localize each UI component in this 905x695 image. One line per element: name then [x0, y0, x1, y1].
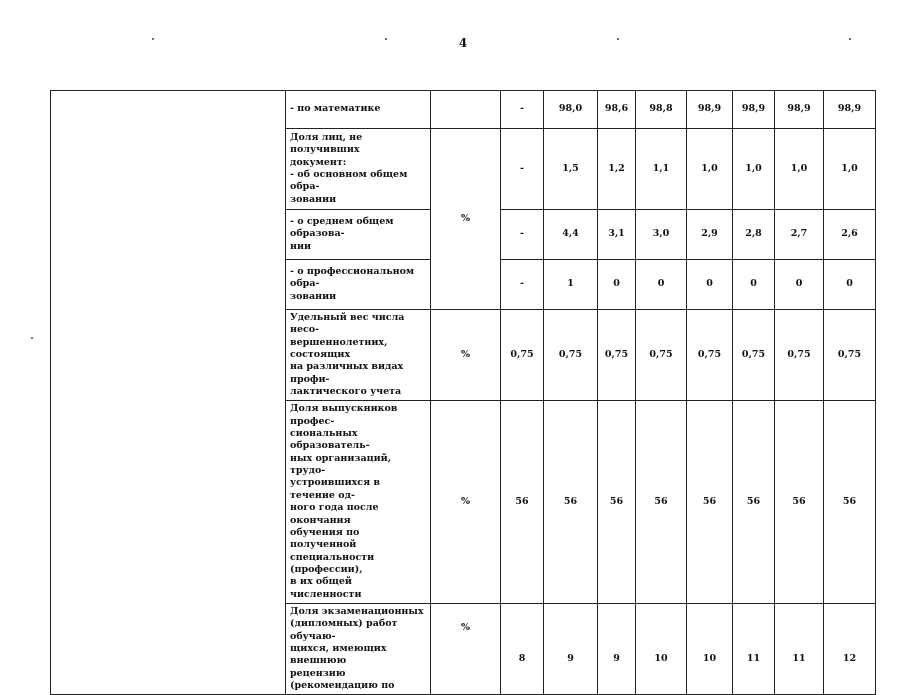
value-cell: 12	[824, 603, 876, 694]
value-cell: 98,0	[544, 91, 598, 129]
value-cell: 56	[687, 401, 733, 604]
value-cell: 56	[733, 401, 775, 604]
scan-dot	[385, 38, 387, 40]
value-cell: 0,75	[544, 310, 598, 401]
value-cell: 0	[824, 260, 876, 310]
value-cell: 0,75	[636, 310, 687, 401]
value-cell: 11	[733, 603, 775, 694]
row-label: - о среднем общем образова- нии	[286, 210, 431, 260]
value-cell: 1,0	[824, 129, 876, 210]
value-cell: 98,8	[636, 91, 687, 129]
value-cell: -	[501, 91, 544, 129]
value-cell: 2,8	[733, 210, 775, 260]
value-cell: 0,75	[824, 310, 876, 401]
value-cell: 0	[687, 260, 733, 310]
value-cell: 1,0	[687, 129, 733, 210]
value-cell: 8	[501, 603, 544, 694]
value-cell: 0,75	[775, 310, 824, 401]
value-cell: 56	[598, 401, 636, 604]
row-label: Доля выпускников профес- сиональных образователь- ных организаций, трудо- устроившихся в течение од- ного года после окончания обучения по полученной специальности (профессии), в их общей численности	[286, 401, 431, 604]
value-cell: -	[501, 210, 544, 260]
value-cell: 11	[775, 603, 824, 694]
unit-cell: %	[431, 310, 501, 401]
unit-cell: %	[431, 401, 501, 604]
value-cell: 2,9	[687, 210, 733, 260]
value-cell: 0,75	[687, 310, 733, 401]
value-cell: 3,1	[598, 210, 636, 260]
value-cell: 0	[636, 260, 687, 310]
scan-dot	[31, 337, 33, 339]
value-cell: 1,5	[544, 129, 598, 210]
value-cell: 56	[775, 401, 824, 604]
scan-dot	[617, 38, 619, 40]
value-cell: -	[501, 129, 544, 210]
row-label: Удельный вес числа несо- вершеннолетних, состоящих на различных видах профи- лактического учета	[286, 310, 431, 401]
value-cell: 98,9	[824, 91, 876, 129]
value-cell: 0,75	[733, 310, 775, 401]
value-cell: 0,75	[598, 310, 636, 401]
value-cell: 0	[598, 260, 636, 310]
value-cell: 56	[501, 401, 544, 604]
page-number: 4	[458, 36, 468, 50]
value-cell: 0	[733, 260, 775, 310]
value-cell: 56	[636, 401, 687, 604]
value-cell: 98,6	[598, 91, 636, 129]
value-cell: 4,4	[544, 210, 598, 260]
row-label: Доля экзаменационных (дипломных) работ обучаю- щихся, имеющих внешнюю рецензию (рекомендацию по	[286, 603, 431, 694]
unit-cell: %	[431, 129, 501, 310]
value-cell: 2,6	[824, 210, 876, 260]
row-label: Доля лиц, не получивших документ: - об основном общем обра- зовании	[286, 129, 431, 210]
value-cell: 56	[824, 401, 876, 604]
row-label: - о профессиональном обра- зовании	[286, 260, 431, 310]
value-cell: 1,0	[733, 129, 775, 210]
value-cell: 1	[544, 260, 598, 310]
value-cell: 98,9	[687, 91, 733, 129]
value-cell: 9	[598, 603, 636, 694]
value-cell: 0	[775, 260, 824, 310]
table-row	[51, 91, 876, 129]
value-cell: 2,7	[775, 210, 824, 260]
value-cell: 10	[636, 603, 687, 694]
unit-cell: %	[431, 603, 501, 694]
unit-cell	[431, 91, 501, 129]
row-label: - по математике	[286, 91, 431, 129]
value-cell: 98,9	[775, 91, 824, 129]
scan-dot	[849, 38, 851, 40]
value-cell: 0,75	[501, 310, 544, 401]
value-cell: 1,0	[775, 129, 824, 210]
value-cell: 56	[544, 401, 598, 604]
value-cell: 1,2	[598, 129, 636, 210]
value-cell: 98,9	[733, 91, 775, 129]
value-cell: -	[501, 260, 544, 310]
scan-dot	[152, 38, 154, 40]
value-cell: 9	[544, 603, 598, 694]
value-cell: 3,0	[636, 210, 687, 260]
value-cell: 1,1	[636, 129, 687, 210]
value-cell: 10	[687, 603, 733, 694]
indicators-table	[50, 90, 876, 695]
empty-first-column	[51, 91, 286, 695]
